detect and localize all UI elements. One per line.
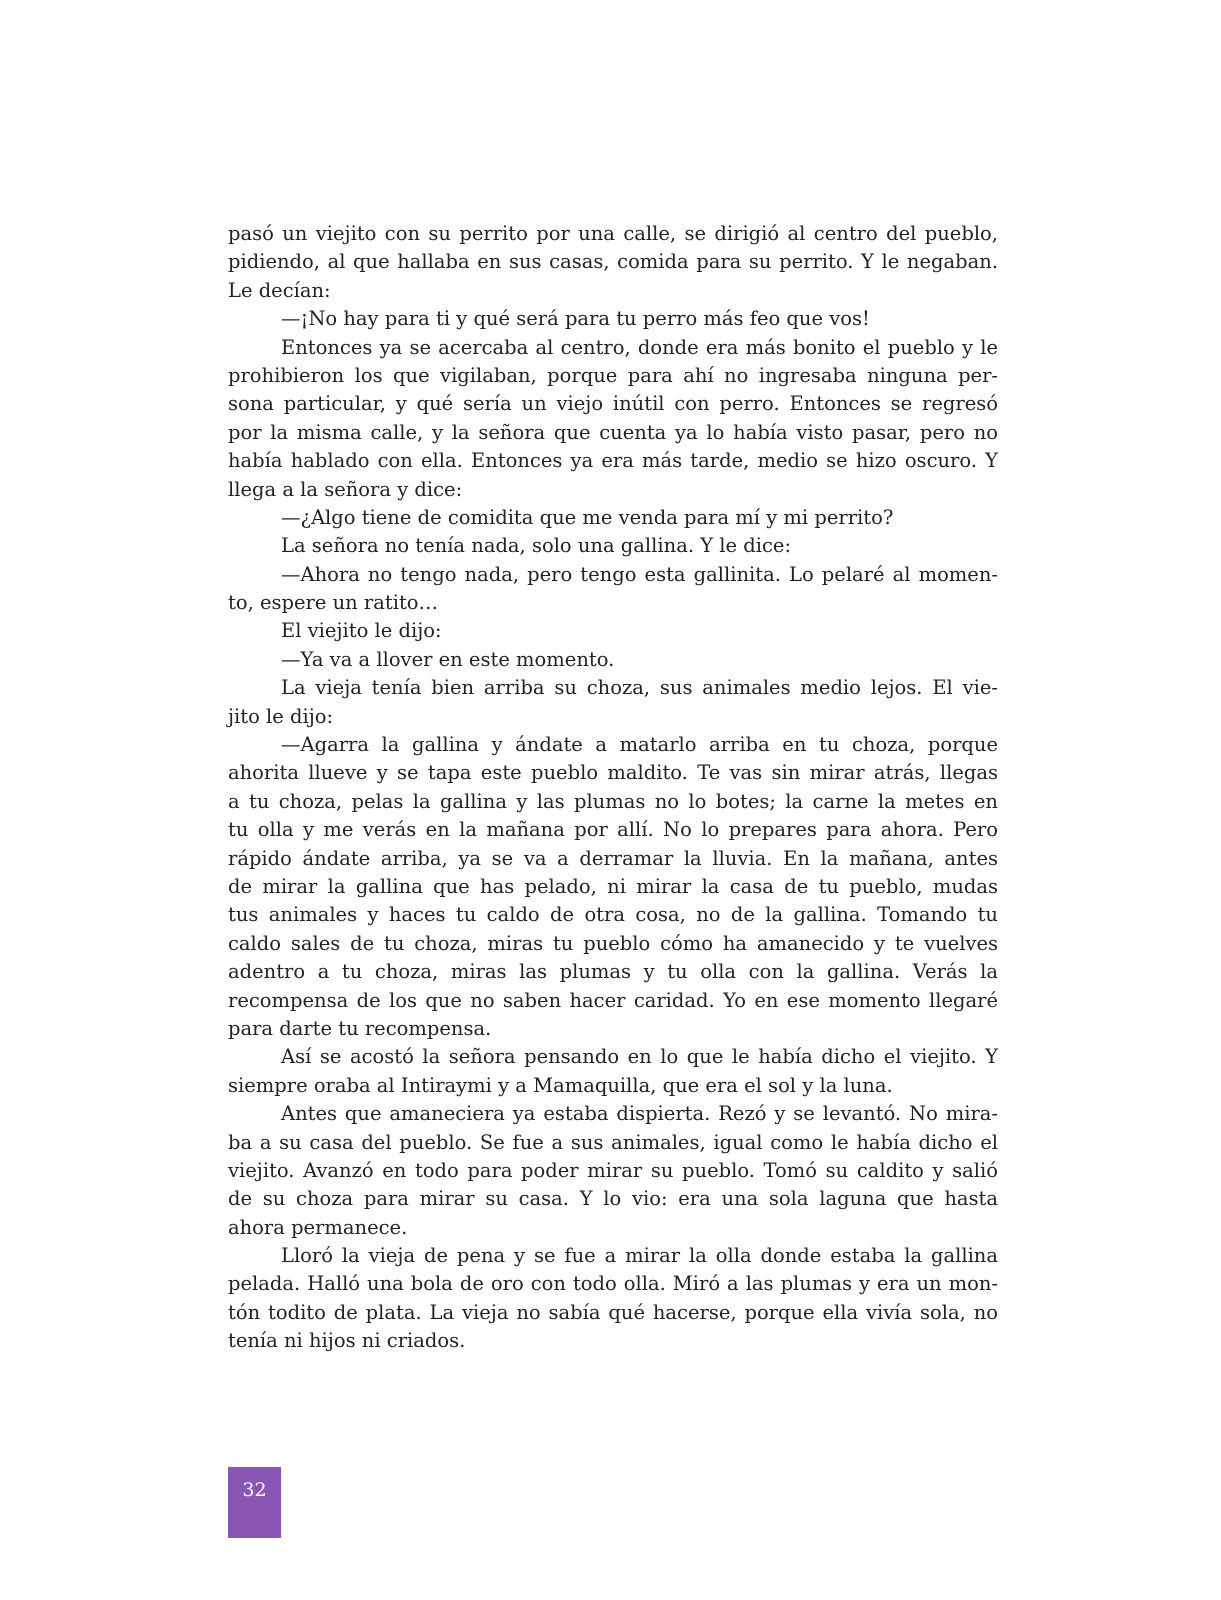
text-line: Le decían:	[228, 278, 331, 302]
text-line: siempre oraba al Intiraymi y a Mamaquilla, que era el sol y la luna.	[228, 1073, 893, 1097]
text-line: recompensa de los que no saben hacer caridad. Yo en ese momento llegaré	[228, 988, 998, 1012]
text-line: tenía ni hijos ni criados.	[228, 1329, 466, 1353]
text-line: de mirar la gallina que has pelado, ni mirar la casa de tu pueblo, mudas	[228, 874, 998, 898]
text-line: rápido ándate arriba, ya se va a derramar la lluvia. En la mañana, antes	[228, 846, 998, 870]
text-line: ahorita llueve y se tapa este pueblo maldito. Te vas sin mirar atrás, llegas	[228, 761, 998, 785]
text-line: tus animales y haces tu caldo de otra cosa, no de la gallina. Tomando tu	[228, 903, 998, 927]
text-line: sona particular, y qué sería un viejo inútil con perro. Entonces se regresó	[228, 392, 998, 416]
text-line: —Agarra la gallina y ándate a matarlo arriba en tu choza, porque	[281, 733, 998, 757]
text-line: jito le dijo:	[228, 704, 334, 728]
text-line: El viejito le dijo:	[281, 619, 442, 643]
text-line: de su choza para mirar su casa. Y lo vio: era una sola laguna que hasta	[228, 1187, 998, 1211]
text-line: tu olla y me verás en la mañana por allí. No lo prepares para ahora. Pero	[228, 818, 998, 842]
text-line: —¿Algo tiene de comidita que me venda para mí y mi perrito?	[281, 505, 894, 529]
text-line: Entonces ya se acercaba al centro, donde era más bonito el pueblo y le	[281, 335, 998, 359]
text-line: prohibieron los que vigilaban, porque para ahí no ingresaba ninguna per-	[228, 363, 998, 387]
text-line: La señora no tenía nada, solo una gallina. Y le dice:	[281, 534, 792, 558]
text-line: pidiendo, al que hallaba en sus casas, comida para su perrito. Y le negaban.	[228, 250, 998, 274]
text-line: ba a su casa del pueblo. Se fue a sus animales, igual como le había dicho el	[228, 1130, 998, 1154]
text-line: —Ya va a llover en este momento.	[281, 647, 615, 671]
text-line: para darte tu recompensa.	[228, 1016, 492, 1040]
text-line: ahora permanece.	[228, 1215, 408, 1239]
text-line: Así se acostó la señora pensando en lo que le había dicho el viejito. Y	[281, 1045, 998, 1069]
page-number: 32	[242, 1479, 267, 1501]
text-line: caldo sales de tu choza, miras tu pueblo cómo ha amanecido y te vuelves	[228, 931, 998, 955]
text-line: La vieja tenía bien arriba su choza, sus animales medio lejos. El vie-	[281, 676, 998, 700]
page-number-box	[228, 1467, 281, 1538]
text-line: había hablado con ella. Entonces ya era más tarde, medio se hizo oscuro. Y	[228, 449, 998, 473]
text-line: a tu choza, pelas la gallina y las plumas no lo botes; la carne la metes en	[228, 789, 998, 813]
text-line: to, espere un ratito…	[228, 591, 439, 615]
text-line: adentro a tu choza, miras las plumas y tu olla con la gallina. Verás la	[228, 960, 998, 984]
text-line: tón todito de plata. La vieja no sabía qué hacerse, porque ella vivía sola, no	[228, 1300, 998, 1324]
text-line: llega a la señora y dice:	[228, 477, 463, 501]
story-text	[228, 220, 998, 1356]
text-line: Antes que amaneciera ya estaba dispierta. Rezó y se levantó. No mira-	[281, 1102, 998, 1126]
text-line: Lloró la vieja de pena y se fue a mirar la olla donde estaba la gallina	[281, 1244, 998, 1268]
text-line: viejito. Avanzó en todo para poder mirar su pueblo. Tomó su caldito y salió	[228, 1158, 998, 1182]
text-line: —Ahora no tengo nada, pero tengo esta gallinita. Lo pelaré al momen-	[281, 562, 998, 586]
text-line: por la misma calle, y la señora que cuenta ya lo había visto pasar, pero no	[228, 420, 998, 444]
text-line: —¡No hay para ti y qué será para tu perro más feo que vos!	[281, 307, 870, 331]
text-line: pelada. Halló una bola de oro con todo olla. Miró a las plumas y era un mon-	[228, 1272, 998, 1296]
text-line: pasó un viejito con su perrito por una calle, se dirigió al centro del pueblo,	[228, 222, 998, 245]
